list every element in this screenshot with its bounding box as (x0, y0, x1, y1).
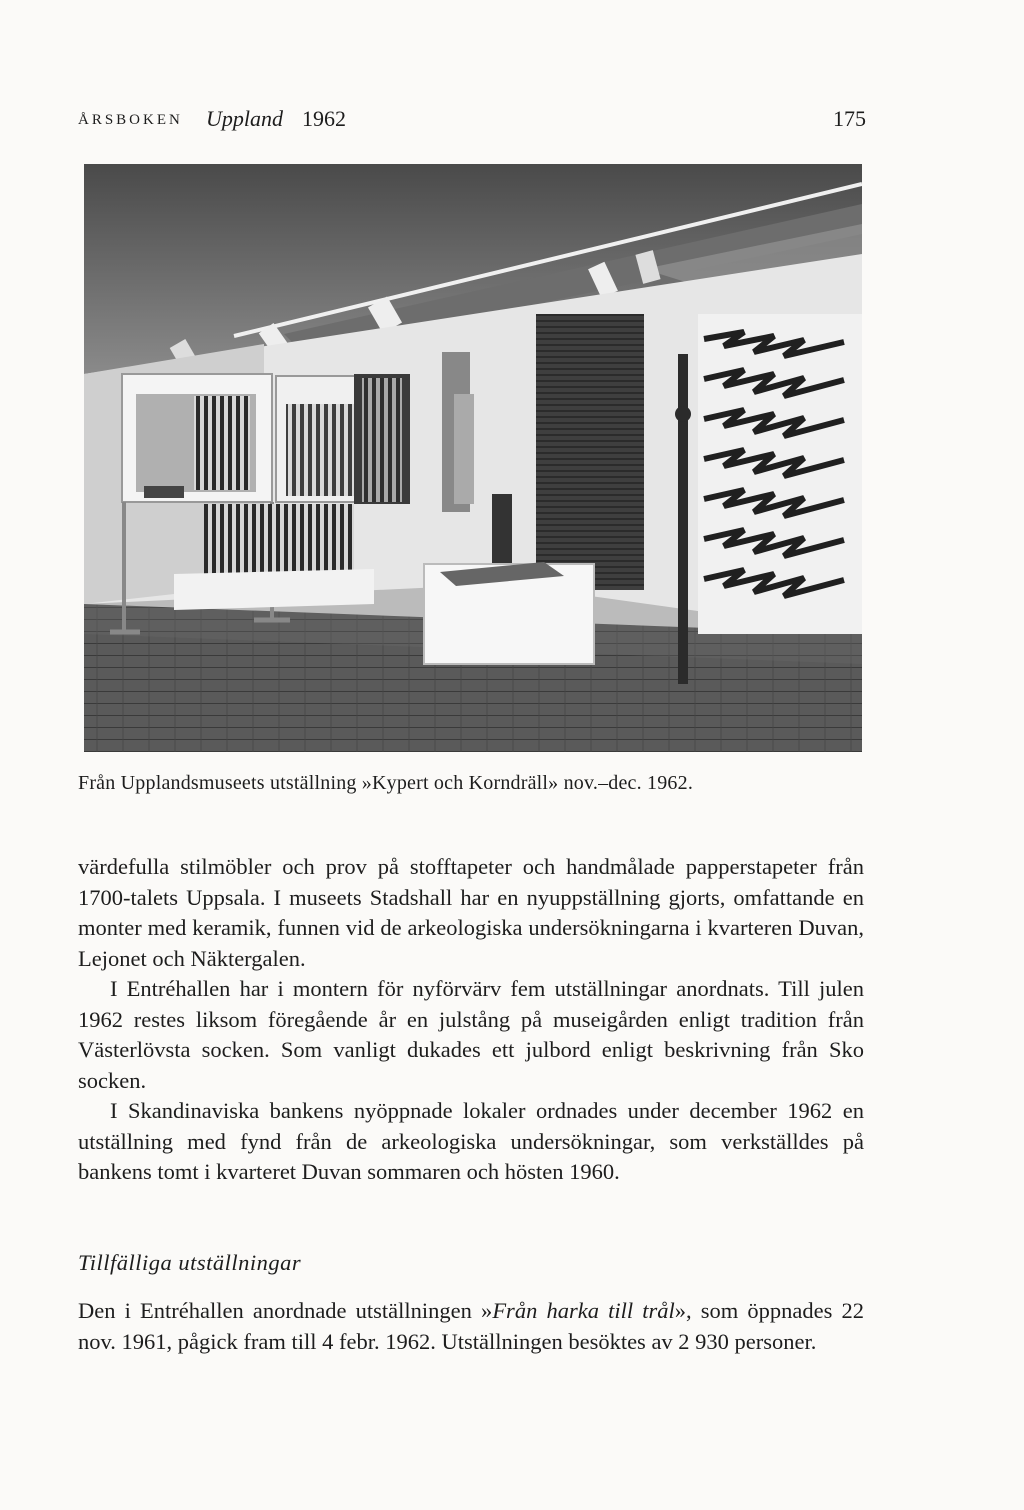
exhibition-photograph (84, 164, 862, 752)
journal-title: Uppland (206, 106, 283, 131)
section-heading: Tillfälliga utställningar (78, 1250, 302, 1275)
paragraph (78, 1296, 864, 1357)
figure-caption: Från Upplandsmuseets utställning »Kypert och Korndräll» nov.–dec. 1962. (78, 772, 694, 794)
paragraph-text-after: », som öppnades 22 nov. 1961, pågick fram till 4 febr. 1962. Utställningen besöktes av 2 930 personer. (78, 1298, 865, 1354)
running-header (78, 104, 866, 138)
paragraph: I Entréhallen har i montern för nyförvärv fem utställningar anordnats. Till julen 1962 restes liksom föregående år en julstång på museigården enligt tradition från Västerlövsta socken. Som vanligt dukades ett julbord enligt beskrivning från Sko socken. (78, 976, 864, 1093)
body-text (78, 852, 864, 1188)
exhibition-title: Från harka till trål (492, 1298, 675, 1323)
series-title: ÅRSBOKEN (78, 112, 183, 128)
paragraph: I Skandinaviska bankens nyöppnade lokaler ordnades under december 1962 en utställning med fynd från de arkeologiska undersökningar, som verkställdes på bankens tomt i kvarteret Duvan sommaren och hösten 1960. (78, 1098, 864, 1184)
exhibition-photo-illustration (84, 164, 862, 752)
page-number: 175 (833, 106, 866, 131)
section-body (78, 1296, 864, 1357)
paragraph: värdefulla stilmöbler och prov på stofftapeter och handmålade papperstapeter från 1700-talets Uppsala. I museets Stadshall har en nyuppställning gjorts, omfattande en monter med keramik, funnen vid de arkeologiska undersökningarna i kvarteren Duvan, Lejonet och Näktergalen. (78, 854, 864, 971)
journal-year: 1962 (302, 106, 346, 131)
paragraph-text-before: Den i Entréhallen anordnade utställningen » (78, 1298, 493, 1323)
